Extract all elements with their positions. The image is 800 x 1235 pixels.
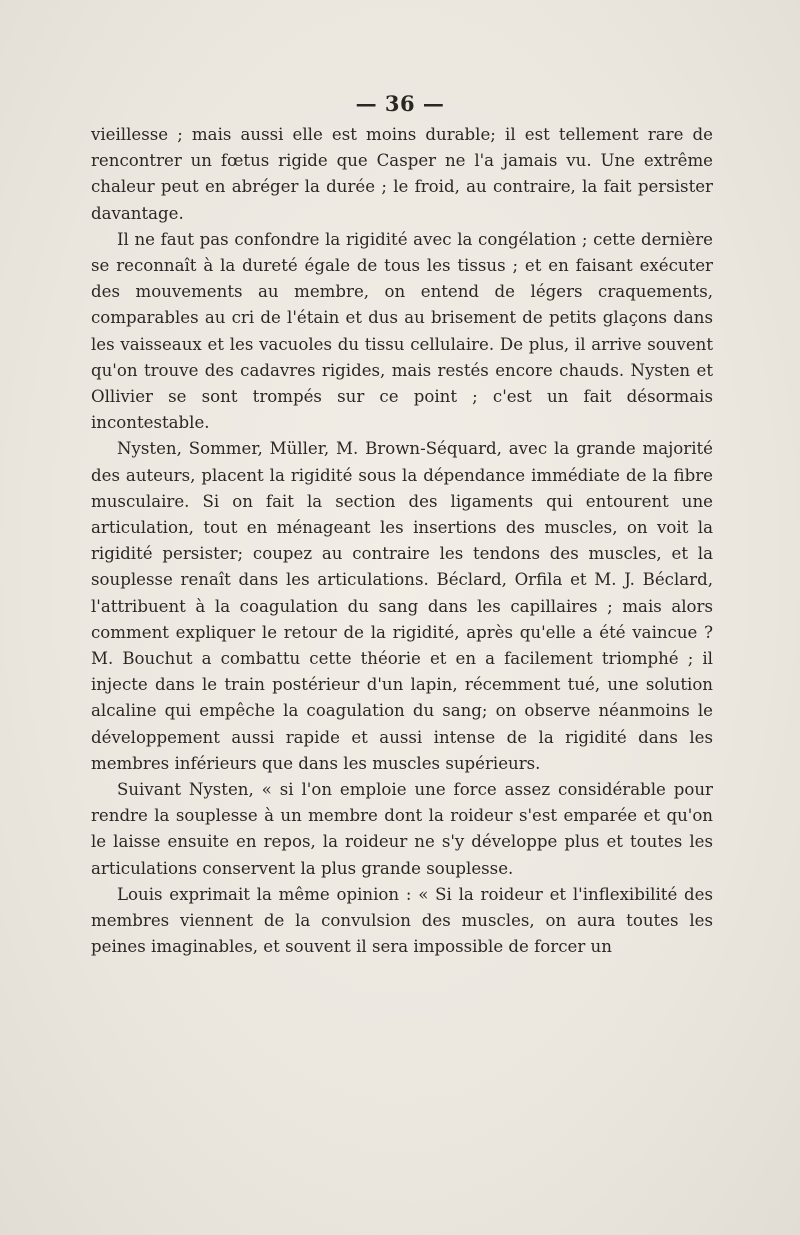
paragraph-3: Nysten, Sommer, Müller, M. Brown-Séquard, avec la grande majorité des auteurs, placent la rigidité sous la dépendance immédiate de la fibre musculaire. Si on fait la section des ligaments qui entourent une articulation, tout en ménageant les insertions des muscles, on voit la rigidité persister; coupez au contraire les tendons des muscles, et la souplesse renaît dans les articulations. Béclard, Orfila et M. J. Béclard, l'attribuent à la coagulation du sang dans les capillaires ; mais alors comment expliquer le retour de la rigidité, après qu'elle a été vaincue ? M. Bouchut a combattu cette théorie et en a facilement triomphé ; il injecte dans le train postérieur d'un lapin, récemment tué, une solution alcaline qui empêche la coagulation du sang; on observe néanmoins le développement aussi rapide et aussi intense de la rigidité dans les membres inférieurs que dans les muscles supérieurs. xyxy=(91,439,713,773)
paragraph-2: Il ne faut pas confondre la rigidité avec la congélation ; cette dernière se reconnaît à la dureté égale de tous les tissus ; et en faisant exécuter des mouvements au membre, on entend de légers craquements, comparables au cri de l'étain et dus au brisement de petits glaçons dans les vaisseaux et les vacuoles du tissu cellulaire. De plus, il arrive souvent qu'on trouve des cadavres rigides, mais restés encore chauds. Nysten et Ollivier se sont trompés sur ce point ; c'est un fait désormais incontestable. xyxy=(91,229,713,433)
paragraph-5: Louis exprimait la même opinion : « Si la roideur et l'inflexibilité des membres viennent de la convulsion des muscles, on aura toutes les peines imaginables, et souvent il sera impossible de forcer un xyxy=(91,884,713,957)
page-number: — 36 — xyxy=(355,91,445,116)
body-text xyxy=(91,122,713,961)
paragraph-1: vieillesse ; mais aussi elle est moins durable; il est tellement rare de rencontrer un fœtus rigide que Casper ne l'a jamais vu. Une extrême chaleur peut en abréger la durée ; le froid, au contraire, la fait persister davantage. xyxy=(91,125,713,223)
paragraph-4: Suivant Nysten, « si l'on emploie une force assez considérable pour rendre la souplesse à un membre dont la roideur s'est emparée et qu'on le laisse ensuite en repos, la roideur ne s'y développe plus et toutes les articulations conservent la plus grande souplesse. xyxy=(91,780,713,878)
